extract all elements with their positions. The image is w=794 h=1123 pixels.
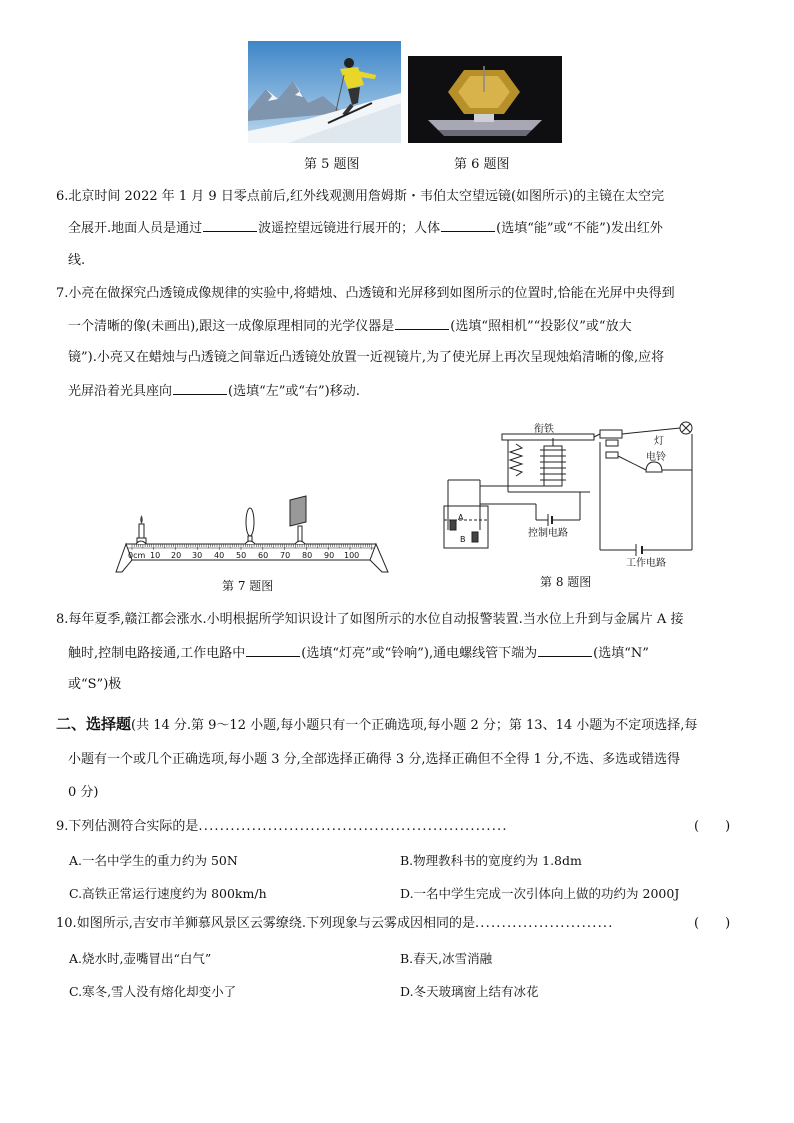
ruler-tick-label: 100	[344, 551, 360, 560]
q9-stem: 9.下列估测符合实际的是..........................................................	[56, 819, 508, 834]
q9-option-a[interactable]: A.一名中学生的重力约为 50N	[69, 853, 238, 868]
q8-line1: 8.每年夏季,赣江都会涨水.小明根据所学知识设计了如图所示的水位自动报警装置.当水位上升到与金属片 A 接	[56, 612, 684, 627]
q8-number: 8.	[56, 612, 69, 627]
q9-option-c[interactable]: C.高铁正常运行速度约为 800km/h	[69, 886, 267, 901]
answer-blank[interactable]	[441, 220, 495, 232]
ruler-tick-label: 20	[171, 551, 182, 560]
ruler-unit-label: 0cm	[128, 551, 146, 560]
q8-line2: 触时,控制电路接通,工作电路中 (选填“灯亮”或“铃响”),通电螺线管下端为 (选填“N”	[68, 646, 649, 661]
q6-number: 6.	[56, 189, 69, 204]
q9-number: 9.	[56, 819, 69, 834]
section2-line3: 0 分)	[68, 785, 99, 800]
answer-blank[interactable]	[538, 645, 592, 657]
fig8-caption: 第 8 题图	[540, 575, 592, 589]
lamp-label: 灯	[654, 436, 664, 447]
plate-a-label: A	[458, 513, 464, 522]
ruler-tick-label: 50	[236, 551, 247, 560]
q10-stem: 10.如图所示,吉安市羊狮慕风景区云雾缭绕.下列现象与云雾成因相同的是..........................	[56, 916, 614, 931]
fig5-caption: 第 5 题图	[304, 157, 360, 172]
q7-line3: 镜”).小亮又在蜡烛与凸透镜之间靠近凸透镜处放置一近视镜片,为了使光屏上再次呈现烛焰清晰的像,应将	[68, 350, 665, 365]
q6-line1: 6.北京时间 2022 年 1 月 9 日零点前后,红外线观测用詹姆斯・韦伯太空望远镜(如图所示)的主镜在太空完	[56, 189, 665, 204]
q7-line2: 一个清晰的像(未画出),跟这一成像原理相同的光学仪器是 (选填“照相机”“投影仪”或“放大	[68, 319, 632, 334]
q10-option-d[interactable]: D.冬天玻璃窗上结有冰花	[400, 984, 539, 999]
answer-blank[interactable]	[203, 220, 257, 232]
ruler-tick-label: 60	[258, 551, 269, 560]
ruler-tick-label: 80	[302, 551, 313, 560]
ruler-tick-label: 90	[324, 551, 335, 560]
plate-b-label: B	[460, 535, 466, 544]
fig7-caption: 第 7 题图	[222, 579, 274, 593]
q6-line3: 线.	[68, 253, 86, 268]
q9-answer-bracket[interactable]: ( )	[694, 819, 731, 834]
optical-bench-figure	[112, 488, 392, 578]
ruler-tick-label: 10	[150, 551, 161, 560]
skier-photo	[248, 41, 401, 143]
control-circuit-label: 控制电路	[528, 528, 568, 539]
answer-blank[interactable]	[246, 645, 300, 657]
q10-option-c[interactable]: C.寒冬,雪人没有熔化却变小了	[69, 984, 237, 999]
q10-number: 10.	[56, 916, 77, 931]
fig6-caption: 第 6 题图	[454, 157, 510, 172]
q9-option-b[interactable]: B.物理教科书的宽度约为 1.8dm	[400, 853, 582, 868]
q7-line4: 光屏沿着光具座向 (选填“左”或“右”)移动.	[68, 384, 360, 399]
section2-line2: 小题有一个或几个正确选项,每小题 3 分,全部选择正确得 3 分,选择正确但不全得 1 分,不选、多选或错选得	[68, 752, 681, 767]
answer-blank[interactable]	[173, 383, 227, 395]
q8-line3: 或“S”)极	[68, 677, 122, 692]
ruler-tick-label: 40	[214, 551, 225, 560]
optical-bench-drawing	[112, 488, 392, 578]
q9-option-d[interactable]: D.一名中学生完成一次引体向上做的功约为 2000J	[400, 886, 680, 901]
ruler-tick-label: 30	[192, 551, 203, 560]
armature-label: 衔铁	[534, 424, 554, 435]
ruler-tick-label: 70	[280, 551, 291, 560]
bell-label: 电铃	[646, 452, 666, 463]
work-circuit-label: 工作电路	[626, 558, 666, 569]
q6-line2: 全展开.地面人员是通过 波遥控望远镜进行展开的；人体 (选填“能”或“不能”)发出红外	[68, 221, 663, 236]
q7-number: 7.	[56, 286, 69, 301]
section2-line1: 二、选择题(共 14 分.第 9～12 小题,每小题只有一个正确选项,每小题 2 分；第 13、14 小题为不定项选择,每	[56, 715, 698, 733]
q10-option-a[interactable]: A.烧水时,壶嘴冒出“白气”	[69, 951, 212, 966]
alarm-circuit-figure	[440, 420, 702, 570]
telescope-photo	[408, 56, 562, 143]
q10-option-b[interactable]: B.春天,冰雪消融	[400, 951, 493, 966]
q7-line1: 7.小亮在做探究凸透镜成像规律的实验中,将蜡烛、凸透镜和光屏移到如图所示的位置时,恰能在光屏中央得到	[56, 286, 675, 301]
answer-blank[interactable]	[395, 318, 449, 330]
q10-answer-bracket[interactable]: ( )	[694, 916, 731, 931]
section-title: 二、选择题	[56, 715, 132, 733]
